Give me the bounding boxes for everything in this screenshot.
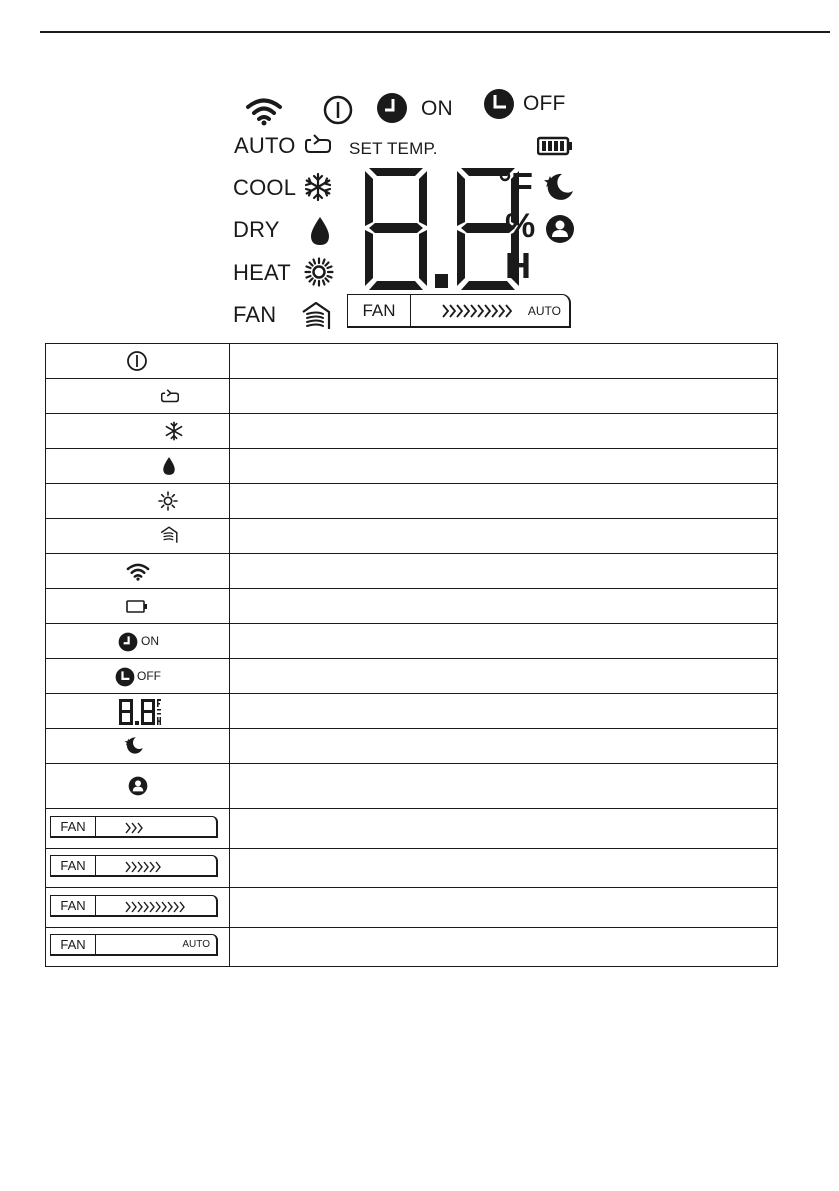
mode-fan-label: FAN	[233, 302, 277, 327]
set-temp-label: SET TEMP.	[349, 139, 438, 158]
table-row	[46, 379, 778, 414]
table-row	[46, 589, 778, 624]
fan-speed-auto: FAN AUTO	[50, 934, 218, 956]
unit-percent: %	[505, 207, 536, 245]
timer-on-label: ON	[421, 97, 453, 120]
snowflake-icon	[164, 421, 184, 441]
table-row	[46, 849, 778, 888]
row-description	[230, 888, 778, 928]
chevron-icon	[125, 822, 149, 834]
mode-cool-label: COOL	[233, 175, 297, 200]
sun-icon	[158, 491, 178, 511]
fan-speed-low: FAN	[50, 816, 218, 838]
table-row	[46, 624, 778, 659]
sleep-icon	[124, 736, 144, 755]
row-description	[230, 694, 778, 729]
mode-dry-label: DRY	[233, 217, 280, 242]
row-description	[230, 379, 778, 414]
row-description	[230, 519, 778, 554]
table-row	[46, 764, 778, 809]
mode-heat-label: HEAT	[233, 260, 291, 285]
fan-bar-auto: AUTO	[527, 304, 561, 318]
row-description	[230, 928, 778, 967]
fan-auto-label: AUTO	[182, 939, 210, 950]
timer-off-icon	[483, 88, 515, 120]
row-description	[230, 624, 778, 659]
timer-off-label: OFF	[137, 669, 161, 683]
row-description	[230, 589, 778, 624]
table-row	[46, 554, 778, 589]
row-description	[230, 449, 778, 484]
snowflake-icon	[303, 172, 333, 202]
sun-icon	[304, 257, 334, 287]
top-rule	[40, 31, 830, 33]
table-row	[46, 344, 778, 379]
wifi-icon	[245, 96, 283, 126]
droplet-icon	[309, 216, 331, 246]
timer-on-icon	[376, 92, 408, 124]
table-row	[46, 659, 778, 694]
legend-table	[45, 343, 778, 967]
fan-icon	[301, 302, 331, 330]
row-description	[230, 729, 778, 764]
sleep-icon	[543, 172, 575, 202]
table-row	[46, 729, 778, 764]
table-row	[46, 484, 778, 519]
row-description	[230, 484, 778, 519]
lcd-display	[225, 80, 585, 332]
power-icon	[126, 350, 148, 372]
fan-bar-label: FAN	[348, 295, 411, 326]
mode-auto-label: AUTO	[234, 133, 296, 158]
row-description	[230, 809, 778, 849]
table-row	[46, 414, 778, 449]
chevron-icon	[125, 861, 165, 873]
row-description	[230, 659, 778, 694]
auto-cycle-icon	[161, 389, 179, 403]
wifi-icon	[126, 562, 150, 581]
auto-cycle-icon	[305, 134, 331, 154]
table-row	[46, 519, 778, 554]
chevron-icon	[125, 901, 187, 913]
digits-icon	[118, 698, 162, 726]
unit-hours: H	[505, 245, 531, 286]
timer-on-label: ON	[141, 634, 159, 648]
fan-icon	[160, 526, 178, 544]
battery-icon	[537, 136, 573, 156]
row-description	[230, 849, 778, 888]
table-row	[46, 694, 778, 729]
timer-on-icon	[118, 632, 138, 652]
timer-off-label: OFF	[523, 92, 566, 115]
table-row	[46, 888, 778, 928]
row-description	[230, 764, 778, 809]
table-row	[46, 449, 778, 484]
person-icon	[545, 214, 575, 244]
table-row	[46, 928, 778, 967]
row-description	[230, 554, 778, 589]
row-description	[230, 414, 778, 449]
table-row	[46, 809, 778, 849]
droplet-icon	[162, 456, 176, 476]
unit-fahrenheit: F	[511, 165, 533, 206]
row-description	[230, 344, 778, 379]
person-icon	[128, 776, 148, 796]
fan-speed-medium: FAN	[50, 855, 218, 877]
timer-off-icon	[115, 667, 135, 687]
power-icon	[322, 94, 354, 126]
fan-speed-chevrons	[442, 303, 522, 319]
battery-icon	[126, 600, 148, 613]
fan-speed-high: FAN	[50, 895, 218, 917]
fan-speed-bar	[347, 294, 571, 328]
